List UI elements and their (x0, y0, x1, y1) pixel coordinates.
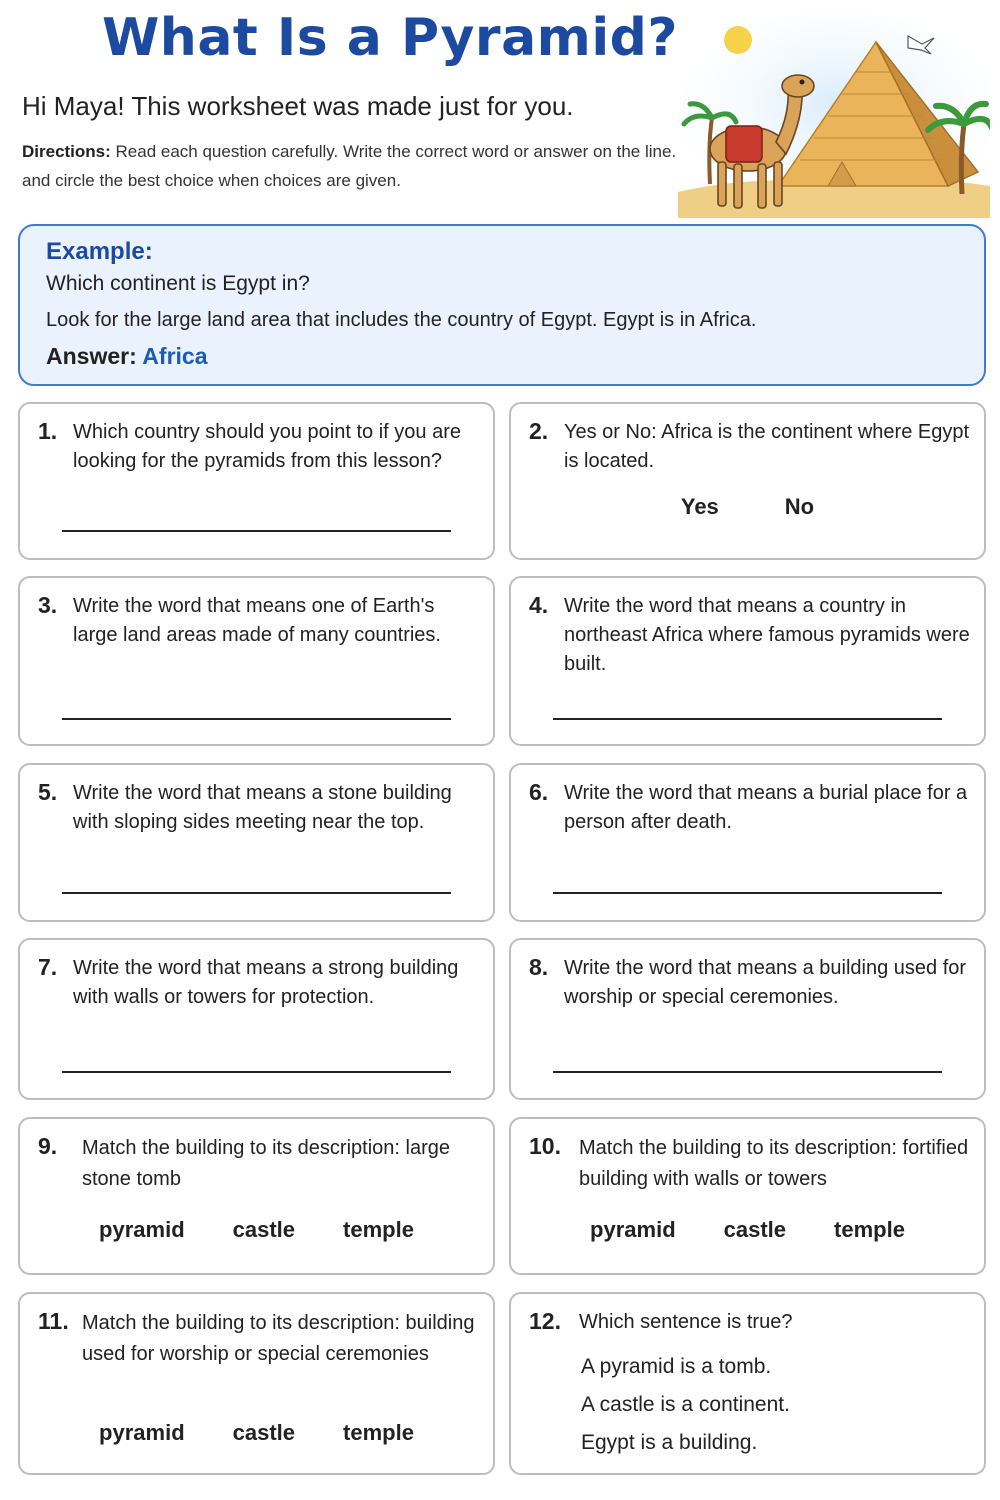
example-answer (46, 339, 958, 373)
question-text: Write the word that means a building used for worship or special ceremonies. (564, 957, 967, 1008)
choice-temple[interactable]: temple (343, 1420, 414, 1445)
question-card-5 (18, 763, 495, 922)
building-choices (20, 1420, 493, 1446)
page-title: What Is a Pyramid? (101, 8, 679, 68)
choice-temple[interactable]: temple (343, 1217, 414, 1242)
saddle-blanket (726, 126, 762, 162)
sun-icon (724, 26, 752, 54)
question-text: Yes or No: Africa is the continent where Egypt is located. (564, 421, 970, 472)
example-box (18, 224, 986, 386)
directions-text: Read each question carefully. Write the correct word or answer on the line. and circle the best choice when choices are given. (22, 142, 677, 190)
directions (22, 137, 687, 195)
answer-line[interactable] (553, 1071, 942, 1073)
choice-castle[interactable]: castle (723, 1217, 787, 1242)
yes-no-choices (511, 494, 984, 520)
question-card-6 (509, 763, 986, 922)
pyramid-camel-illustration (678, 14, 990, 218)
question-text: Write the word that means a country in northeast Africa where famous pyramids were built. (564, 595, 970, 675)
question-card-4 (509, 576, 986, 746)
question-number: 11. (38, 1308, 69, 1334)
question-text: Write the word that means a strong building with walls or towers for protection. (73, 957, 459, 1008)
question-card-11 (18, 1292, 495, 1475)
true-sentence-options (581, 1348, 790, 1462)
question-text: Match the building to its description: fortified building with walls or towers (579, 1137, 969, 1190)
choice-castle[interactable]: castle (232, 1420, 296, 1445)
question-card-12 (509, 1292, 986, 1475)
choice-yes[interactable]: Yes (680, 494, 719, 519)
question-number: 8. (529, 954, 549, 980)
question-card-9 (18, 1117, 495, 1275)
question-number: 10. (529, 1133, 561, 1159)
question-number: 9. (38, 1133, 58, 1159)
example-hint: Look for the large land area that includes the country of Egypt. Egypt is in Africa. (46, 309, 757, 331)
question-number: 7. (38, 954, 58, 980)
question-text: Write the word that means a burial place for a person after death. (564, 782, 968, 833)
choice-pyramid[interactable]: pyramid (590, 1217, 676, 1242)
option-sentence[interactable]: A pyramid is a tomb. (581, 1355, 772, 1378)
question-text: Which sentence is true? (579, 1311, 793, 1333)
example-answer-value: Africa (142, 343, 208, 369)
question-number: 2. (529, 418, 549, 444)
question-card-2 (509, 402, 986, 560)
example-question: Which continent is Egypt in? (46, 272, 310, 295)
question-number: 5. (38, 779, 58, 805)
question-number: 6. (529, 779, 549, 805)
question-number: 3. (38, 592, 58, 618)
choice-no[interactable]: No (784, 494, 815, 519)
question-card-3 (18, 576, 495, 746)
question-card-7 (18, 938, 495, 1100)
question-text: Write the word that means a stone building with sloping sides meeting near the top. (73, 782, 452, 833)
answer-line[interactable] (62, 892, 451, 894)
choice-pyramid[interactable]: pyramid (99, 1420, 185, 1445)
question-card-8 (509, 938, 986, 1100)
question-number: 12. (529, 1308, 561, 1334)
building-choices (511, 1217, 984, 1243)
question-card-10 (509, 1117, 986, 1275)
option-sentence[interactable]: A castle is a continent. (581, 1393, 790, 1416)
greeting: Hi Maya! This worksheet was made just for you. (22, 91, 574, 121)
option-sentence[interactable]: Egypt is a building. (581, 1431, 758, 1454)
answer-line[interactable] (62, 718, 451, 720)
example-label: Example: (46, 238, 153, 265)
answer-line[interactable] (553, 892, 942, 894)
question-text: Which country should you point to if you are looking for the pyramids from this lesson? (73, 421, 461, 472)
building-choices (20, 1217, 493, 1243)
question-number: 4. (529, 592, 549, 618)
directions-label: Directions: (22, 142, 111, 161)
choice-pyramid[interactable]: pyramid (99, 1217, 185, 1242)
choice-temple[interactable]: temple (834, 1217, 905, 1242)
answer-line[interactable] (553, 718, 942, 720)
question-number: 1. (38, 418, 58, 444)
answer-line[interactable] (62, 530, 451, 532)
answer-line[interactable] (62, 1071, 451, 1073)
question-text: Match the building to its description: large stone tomb (82, 1137, 450, 1190)
question-text: Match the building to its description: building used for worship or special ceremonies (82, 1312, 475, 1365)
question-card-1 (18, 402, 495, 560)
example-answer-label: Answer: (46, 343, 137, 369)
question-text: Write the word that means one of Earth's large land areas made of many countries. (73, 595, 441, 646)
choice-castle[interactable]: castle (232, 1217, 296, 1242)
